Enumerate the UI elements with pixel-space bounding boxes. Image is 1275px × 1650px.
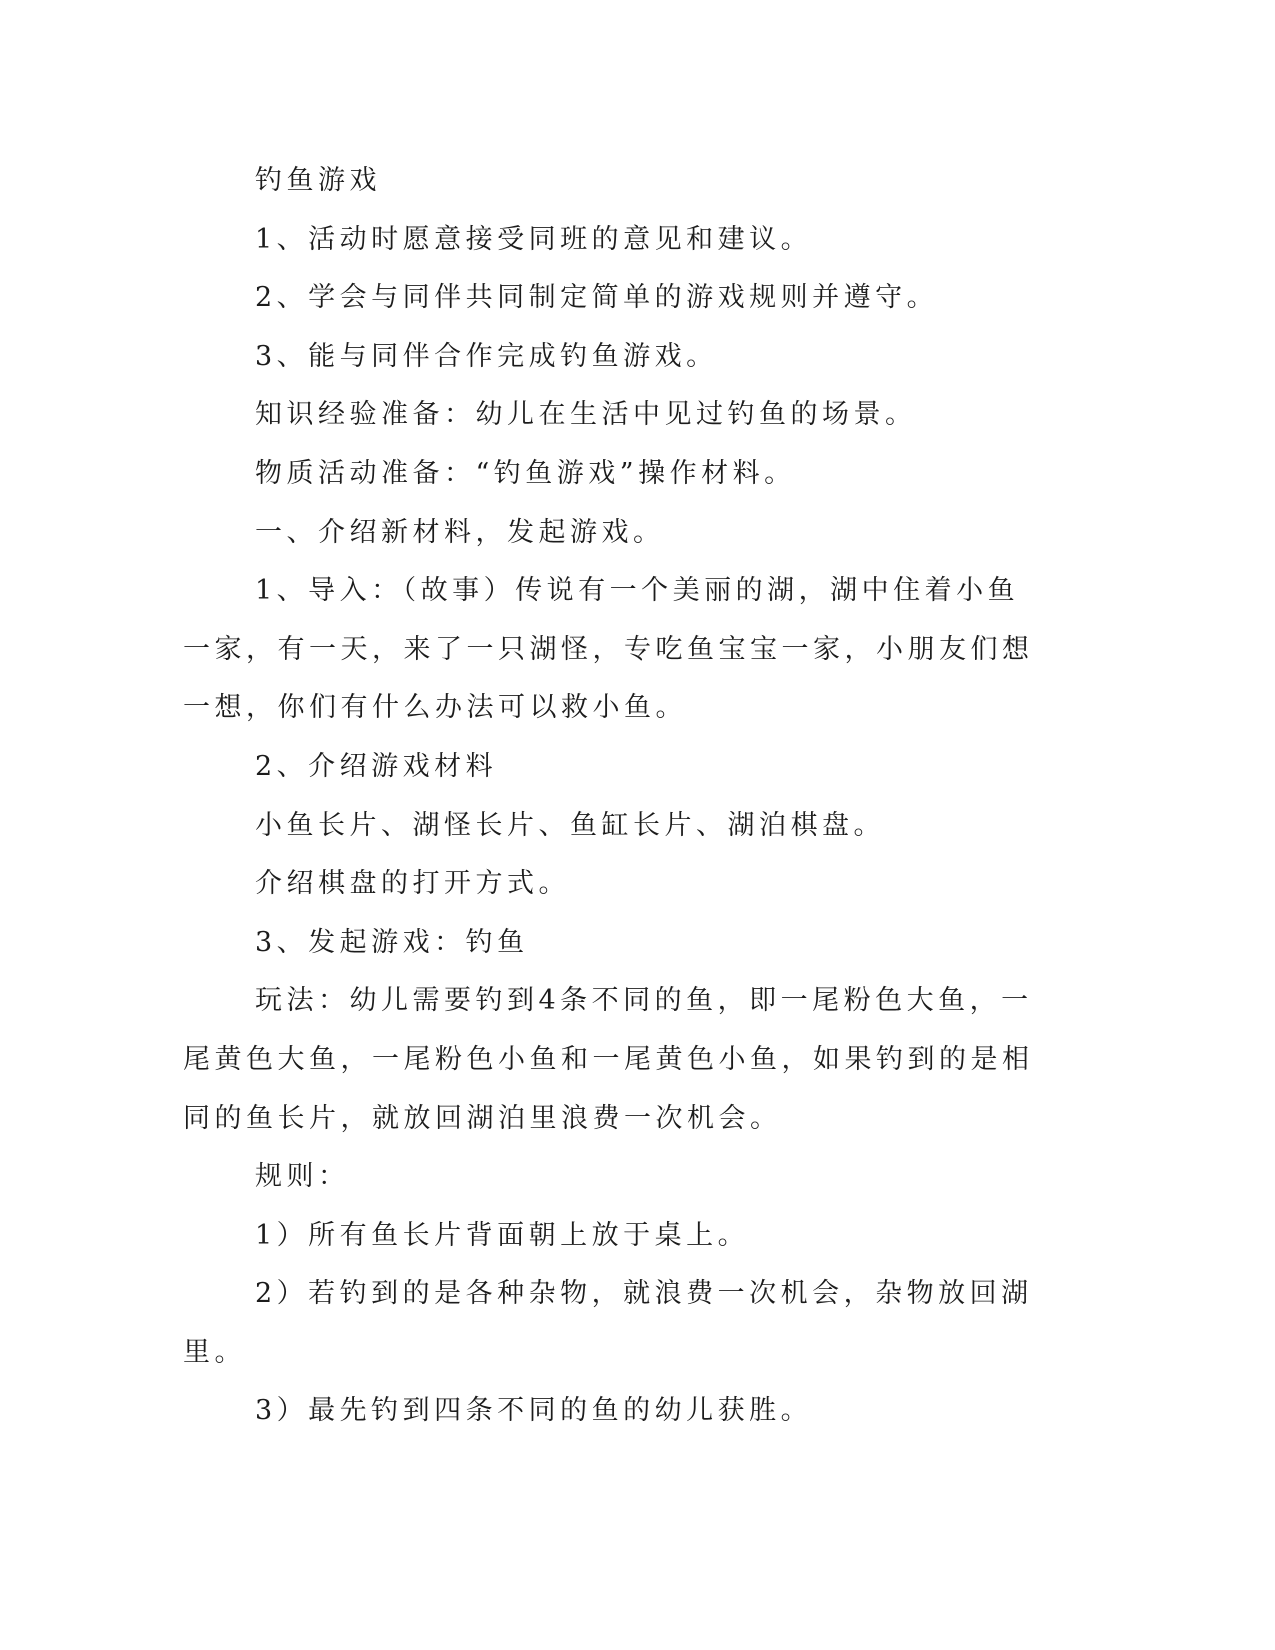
material-preparation: 物质活动准备：“钓鱼游戏”操作材料。: [255, 457, 796, 489]
board-introduction: 介绍棋盘的打开方式。: [255, 868, 570, 900]
step-introduction: 1、导入：（故事）传说有一个美丽的湖，湖中住着小鱼一家，有一天，来了一只湖怪，专吃鱼宝宝一家，小朋友们想一想，你们有什么办法可以救小鱼。: [183, 575, 1034, 724]
section-heading: 一、介绍新材料，发起游戏。: [255, 516, 665, 548]
rules-label: 规则：: [255, 1161, 350, 1193]
goal-item: 3、能与同伴合作完成钓鱼游戏。: [255, 340, 718, 372]
goal-item: 2、学会与同伴共同制定简单的游戏规则并遵守。: [255, 282, 939, 314]
materials-list: 小鱼长片、湖怪长片、鱼缸长片、湖泊棋盘。: [255, 809, 885, 841]
step-start-game: 3、发起游戏：钓鱼: [255, 926, 529, 958]
step-materials: 2、介绍游戏材料: [255, 750, 498, 782]
document-page: [183, 152, 1043, 1441]
goal-item: 1、活动时愿意接受同班的意见和建议。: [255, 223, 813, 255]
rule-item: 2）若钓到的是各种杂物，就浪费一次机会，杂物放回湖里。: [183, 1278, 1033, 1368]
rule-item: 1）所有鱼长片背面朝上放于桌上。: [255, 1219, 750, 1251]
document-title: 钓鱼游戏: [255, 165, 381, 196]
rule-item: 3）最先钓到四条不同的鱼的幼儿获胜。: [255, 1395, 813, 1427]
play-method: 玩法：幼儿需要钓到4条不同的鱼，即一尾粉色大鱼，一尾黄色大鱼，一尾粉色小鱼和一尾黄色小鱼，如果钓到的是相同的鱼长片，就放回湖泊里浪费一次机会。: [183, 985, 1034, 1134]
knowledge-preparation: 知识经验准备：幼儿在生活中见过钓鱼的场景。: [255, 399, 917, 431]
